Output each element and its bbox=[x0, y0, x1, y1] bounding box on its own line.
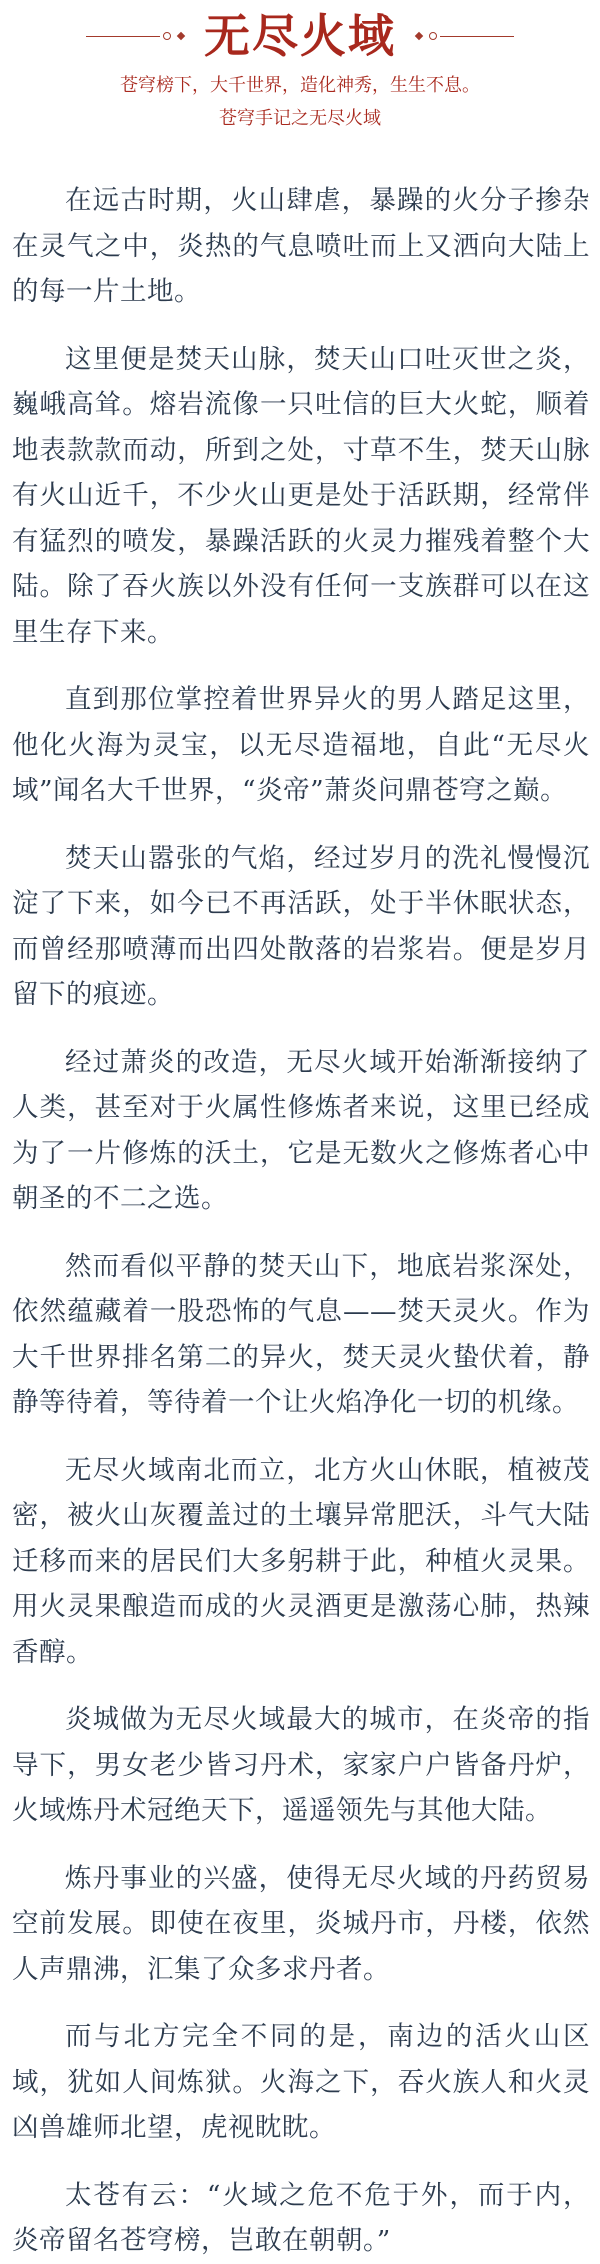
paragraph: 无尽火域南北而立，北方火山休眠，植被茂密，被火山灰覆盖过的土壤异常肥沃，斗气大陆迁移而来的居民们大多躬耕于此，种植火灵果。用火灵果酿造而成的火灵酒更是激荡心肺，热辣香醇。 bbox=[12, 1454, 590, 1668]
paragraph: 经过萧炎的改造，无尽火域开始渐渐接纳了人类，甚至对于火属性修炼者来说，这里已经成为了一片修炼的沃土，它是无数火之修炼者心中朝圣的不二之选。 bbox=[12, 1046, 590, 1214]
page-title: 无尽火域 bbox=[204, 9, 396, 63]
paragraph: 焚天山嚣张的气焰，经过岁月的洗礼慢慢沉淀了下来，如今已不再活跃，处于半休眠状态，而曾经那喷薄而出四处散落的岩浆岩。便是岁月留下的痕迹。 bbox=[12, 842, 590, 1010]
right-ornament-icon bbox=[412, 32, 522, 40]
paragraph: 在远古时期，火山肆虐，暴躁的火分子掺杂在灵气之中，炎热的气息喷吐而上又洒向大陆上的每一片土地。 bbox=[12, 185, 590, 307]
article-body bbox=[0, 178, 600, 2264]
page-header bbox=[0, 0, 600, 132]
title-row bbox=[0, 6, 600, 66]
paragraph: 炎城做为无尽火域最大的城市，在炎帝的指导下，男女老少皆习丹术，家家户户皆备丹炉，火域炼丹术冠绝天下，遥遥领先与其他大陆。 bbox=[12, 1704, 590, 1826]
left-ornament-icon bbox=[78, 32, 188, 40]
paragraph: 然而看似平静的焚天山下，地底岩浆深处，依然蕴藏着一股恐怖的气息——焚天灵火。作为大千世界排名第二的异火，焚天灵火蛰伏着，静静等待着，等待着一个让火焰净化一切的机缘。 bbox=[12, 1250, 590, 1418]
paragraph: 炼丹事业的兴盛，使得无尽火域的丹药贸易空前发展。即使在夜里，炎城丹市，丹楼，依然人声鼎沸，汇集了众多求丹者。 bbox=[12, 1862, 590, 1985]
subtitle-line-1: 苍穹榜下，大千世界，造化神秀，生生不息。 bbox=[120, 75, 480, 96]
paragraph: 太苍有云：“火域之危不危于外，而于内，炎帝留名苍穹榜，岂敢在朝朝。” bbox=[12, 2179, 590, 2256]
subtitle-line-2: 苍穹手记之无尽火域 bbox=[219, 108, 381, 129]
paragraph: 直到那位掌控着世界异火的男人踏足这里，他化火海为灵宝，以无尽造福地，自此“无尽火域”闻名大千世界，“炎帝”萧炎问鼎苍穹之巅。 bbox=[12, 684, 590, 806]
paragraph: 这里便是焚天山脉，焚天山口吐灭世之炎，巍峨高耸。熔岩流像一只吐信的巨大火蛇，顺着地表款款而动，所到之处，寸草不生，焚天山脉有火山近千，不少火山更是处于活跃期，经常伴有猛烈的喷发，暴躁活跃的火灵力摧残着整个大陆。除了吞火族以外没有任何一支族群可以在这里生存下来。 bbox=[12, 343, 590, 648]
paragraph: 而与北方完全不同的是，南边的活火山区域，犹如人间炼狱。火海之下，吞火族人和火灵凶兽雄师北望，虎视眈眈。 bbox=[12, 2021, 590, 2143]
